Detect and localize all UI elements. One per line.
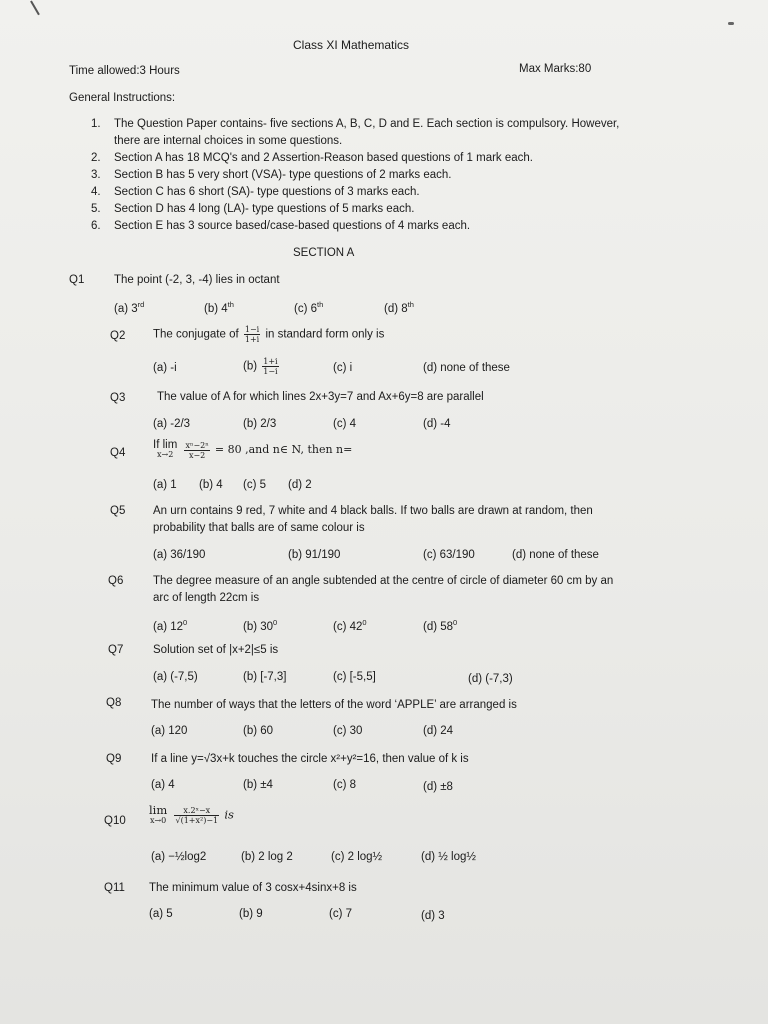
option-c: (c) 30 <box>333 725 363 737</box>
question-number: Q7 <box>108 644 124 656</box>
option-d: (d) 2 <box>288 479 312 491</box>
option-b: (b) 4 <box>199 479 223 491</box>
option-a: (a) −½log2 <box>151 851 207 863</box>
option-d: (d) ½ log½ <box>421 851 476 863</box>
question-number: Q8 <box>106 697 122 709</box>
question-text: lim x→0 $\frac{\text{x.2ˣ−x}}{\text{√(1+x²)−1}}$ is <box>149 803 234 825</box>
instruction-text: Section C has 6 short (SA)- type questions of 3 marks each. <box>114 186 420 198</box>
option-d: (d) 24 <box>423 725 454 737</box>
section-heading: SECTION A <box>293 247 355 259</box>
option-c: (c) 63/190 <box>423 549 475 561</box>
option-c: (c) 7 <box>329 908 352 920</box>
option-d: (d) 8th <box>384 300 414 315</box>
instruction-number: 3. <box>91 169 101 181</box>
instruction-text: The Question Paper contains- five sections A, B, C, D and E. Each section is compulsory. However, <box>114 118 620 130</box>
question-number: Q11 <box>104 882 125 894</box>
option-c: (c) 8 <box>333 779 356 791</box>
question-text: The degree measure of an angle subtended at the centre of circle of diameter 60 cm by an <box>153 575 614 587</box>
fraction: $\frac{1-i}{1+i}$ <box>244 325 260 344</box>
instruction-text: there are internal choices in some questions. <box>114 135 343 147</box>
time-allowed: Time allowed:3 Hours <box>69 65 180 77</box>
option-b: (b) 91/190 <box>288 549 341 561</box>
instruction-text: Section D has 4 long (LA)- type questions of 5 marks each. <box>114 203 415 215</box>
question-number: Q9 <box>106 753 122 765</box>
instruction-number: 5. <box>91 203 101 215</box>
option-b: (b) $\frac{1+i}{1-i}$ <box>243 357 278 376</box>
instruction-number: 6. <box>91 220 101 232</box>
question-text: The minimum value of 3 cosx+4sinx+8 is <box>149 882 357 894</box>
option-d: (d) (-7,3) <box>468 673 513 685</box>
question-text: Solution set of |x+2|≤5 is <box>153 644 279 656</box>
instruction-number: 4. <box>91 186 101 198</box>
question-text: The conjugate of $\frac{1-i}{1+i}$ in standard form only is <box>153 325 385 344</box>
option-a: (a) 1 <box>153 479 177 491</box>
option-a: (a) (-7,5) <box>153 671 198 683</box>
option-a: (a) 5 <box>149 908 173 920</box>
option-d: (d) none of these <box>423 362 510 374</box>
option-c: (c) 6th <box>294 300 324 315</box>
option-a: (a) 36/190 <box>153 549 206 561</box>
instruction-number: 1. <box>91 118 101 130</box>
option-c: (c) i <box>333 362 353 374</box>
option-c: (c) 5 <box>243 479 266 491</box>
question-text: The value of A for which lines 2x+3y=7 and Ax+6y=8 are parallel <box>157 391 484 403</box>
option-c: (c) 2 log½ <box>331 851 383 863</box>
option-a: (a) $12^0$ <box>153 618 188 633</box>
question-number: Q1 <box>69 274 85 286</box>
question-number: Q4 <box>110 447 126 459</box>
option-b: (b) 9 <box>239 908 263 920</box>
max-marks: Max Marks:80 <box>519 63 592 75</box>
option-d: (d) $58^0$ <box>423 618 458 633</box>
option-a: (a) 3rd <box>114 300 145 315</box>
option-d: (d) -4 <box>423 418 451 430</box>
option-b: (b) 60 <box>243 725 274 737</box>
option-c: (c) 4 <box>333 418 356 430</box>
instruction-text: Section E has 3 source based/case-based questions of 4 marks each. <box>114 220 471 232</box>
instruction-text: Section A has 18 MCQ's and 2 Assertion-Reason based questions of 1 mark each. <box>114 152 533 164</box>
question-text: arc of length 22cm is <box>153 592 260 604</box>
option-a: (a) 120 <box>151 725 188 737</box>
option-b: (b) [-7,3] <box>243 671 287 683</box>
option-d: (d) 3 <box>421 910 445 922</box>
option-b: (b) 2 log 2 <box>241 851 293 863</box>
option-a: (a) 4 <box>151 779 175 791</box>
option-d: (d) ±8 <box>423 781 453 793</box>
option-c: (c) $42^0$ <box>333 618 367 633</box>
question-number: Q5 <box>110 505 126 517</box>
instruction-number: 2. <box>91 152 101 164</box>
option-b: (b) $30^0$ <box>243 618 278 633</box>
question-number: Q6 <box>108 575 124 587</box>
option-d: (d) none of these <box>512 549 599 561</box>
speck <box>728 22 734 25</box>
question-text: If a line y=√3x+k touches the circle x²+y²=16, then value of k is <box>151 753 469 765</box>
general-instructions-heading: General Instructions: <box>69 92 176 104</box>
question-text: The number of ways that the letters of the word ‘APPLE’ are arranged is <box>151 699 517 711</box>
question-number: Q3 <box>110 392 126 404</box>
option-c: (c) [-5,5] <box>333 671 376 683</box>
option-a: (a) -i <box>153 362 177 374</box>
question-text: The point (-2, 3, -4) lies in octant <box>114 274 280 286</box>
option-b: (b) 2/3 <box>243 418 277 430</box>
pen-mark <box>30 0 42 18</box>
question-number: Q10 <box>104 815 126 827</box>
option-b: (b) ±4 <box>243 779 273 791</box>
paper-title: Class XI Mathematics <box>293 38 410 52</box>
instruction-text: Section B has 5 very short (VSA)- type questions of 2 marks each. <box>114 169 452 181</box>
option-a: (a) -2/3 <box>153 418 191 430</box>
option-b: (b) 4th <box>204 300 234 315</box>
question-text: If lim x→2 $\frac{\text{xⁿ−2ⁿ}}{x-2}$ = 80 ,and n∈ N, then n= <box>153 439 353 460</box>
question-number: Q2 <box>110 330 126 342</box>
question-text: probability that balls are of same colour is <box>153 522 365 534</box>
question-text: An urn contains 9 red, 7 white and 4 black balls. If two balls are drawn at random, then <box>153 505 593 517</box>
